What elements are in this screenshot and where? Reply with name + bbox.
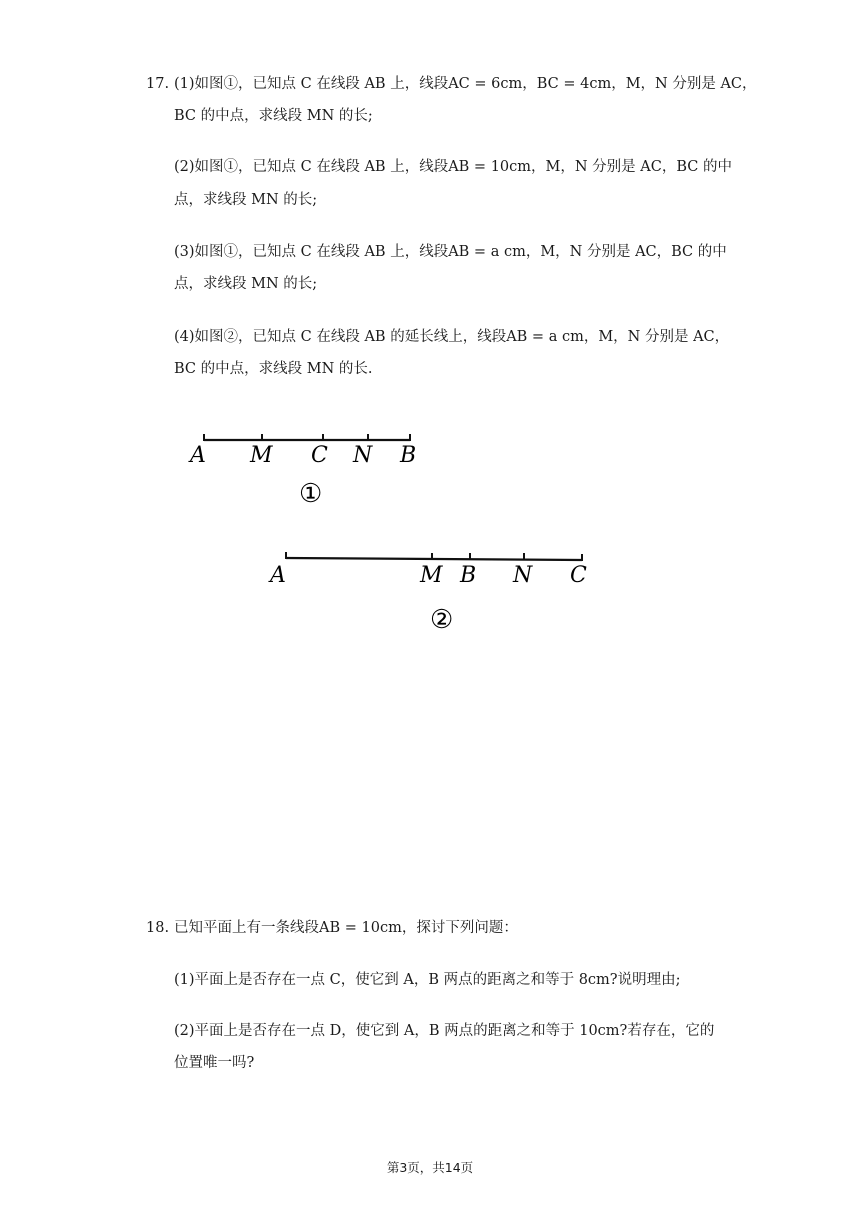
figure-1 [180,420,440,524]
q17-part1-line1: (1)如图①，已知点 C 在线段 AB 上，线段AC = 6cm，BC = 4cm，M，N 分别是 AC， [174,76,757,92]
q17-part2-line1: (2)如图①，已知点 C 在线段 AB 上，线段AB = 10cm，M，N 分别是 AC，BC 的中 [174,159,732,175]
q18-part2-line1: (2)平面上是否存在一点 D，使它到 A，B 两点的距离之和等于 10cm?若存在，它的 [174,1023,715,1039]
q17-part1-line2: BC 的中点，求线段 MN 的长; [174,108,373,124]
figure-2 [262,540,602,644]
figure-1-label-b: B [400,443,417,468]
figure-2-label-m: M [420,563,443,588]
q17-part3-line2: 点，求线段 MN 的长; [174,276,318,292]
figure-2-caption: ② [430,605,454,635]
question-18-number: 18. [146,920,170,936]
figure-1-caption: ① [299,479,323,509]
figure-1-label-c: C [311,443,328,468]
figure-2-label-a: A [270,563,286,588]
q17-part4-line2: BC 的中点，求线段 MN 的长. [174,361,373,377]
figure-2-segment [286,558,582,560]
page-footer: 第3页，共14页 [386,1160,474,1175]
figure-2-label-c: C [570,563,587,588]
q17-part4-line1: (4)如图②，已知点 C 在线段 AB 的延长线上，线段AB = a cm，M，N 分别是 AC， [174,329,730,345]
figure-2-label-b: B [460,563,477,588]
figure-1-label-n: N [353,443,373,468]
q17-part3-line1: (3)如图①，已知点 C 在线段 AB 上，线段AB = a cm，M，N 分别是 AC，BC 的中 [174,244,727,260]
q18-part1: (1)平面上是否存在一点 C，使它到 A，B 两点的距离之和等于 8cm?说明理由; [174,972,681,988]
q17-part2-line2: 点，求线段 MN 的长; [174,192,318,208]
q18-intro: 已知平面上有一条线段AB = 10cm，探讨下列问题： [174,920,518,936]
figure-1-label-m: M [250,443,273,468]
figure-2-label-n: N [513,563,533,588]
q18-part2-line2: 位置唯一吗? [174,1055,255,1071]
question-17-number: 17. [146,76,170,92]
figure-1-label-a: A [190,443,206,468]
